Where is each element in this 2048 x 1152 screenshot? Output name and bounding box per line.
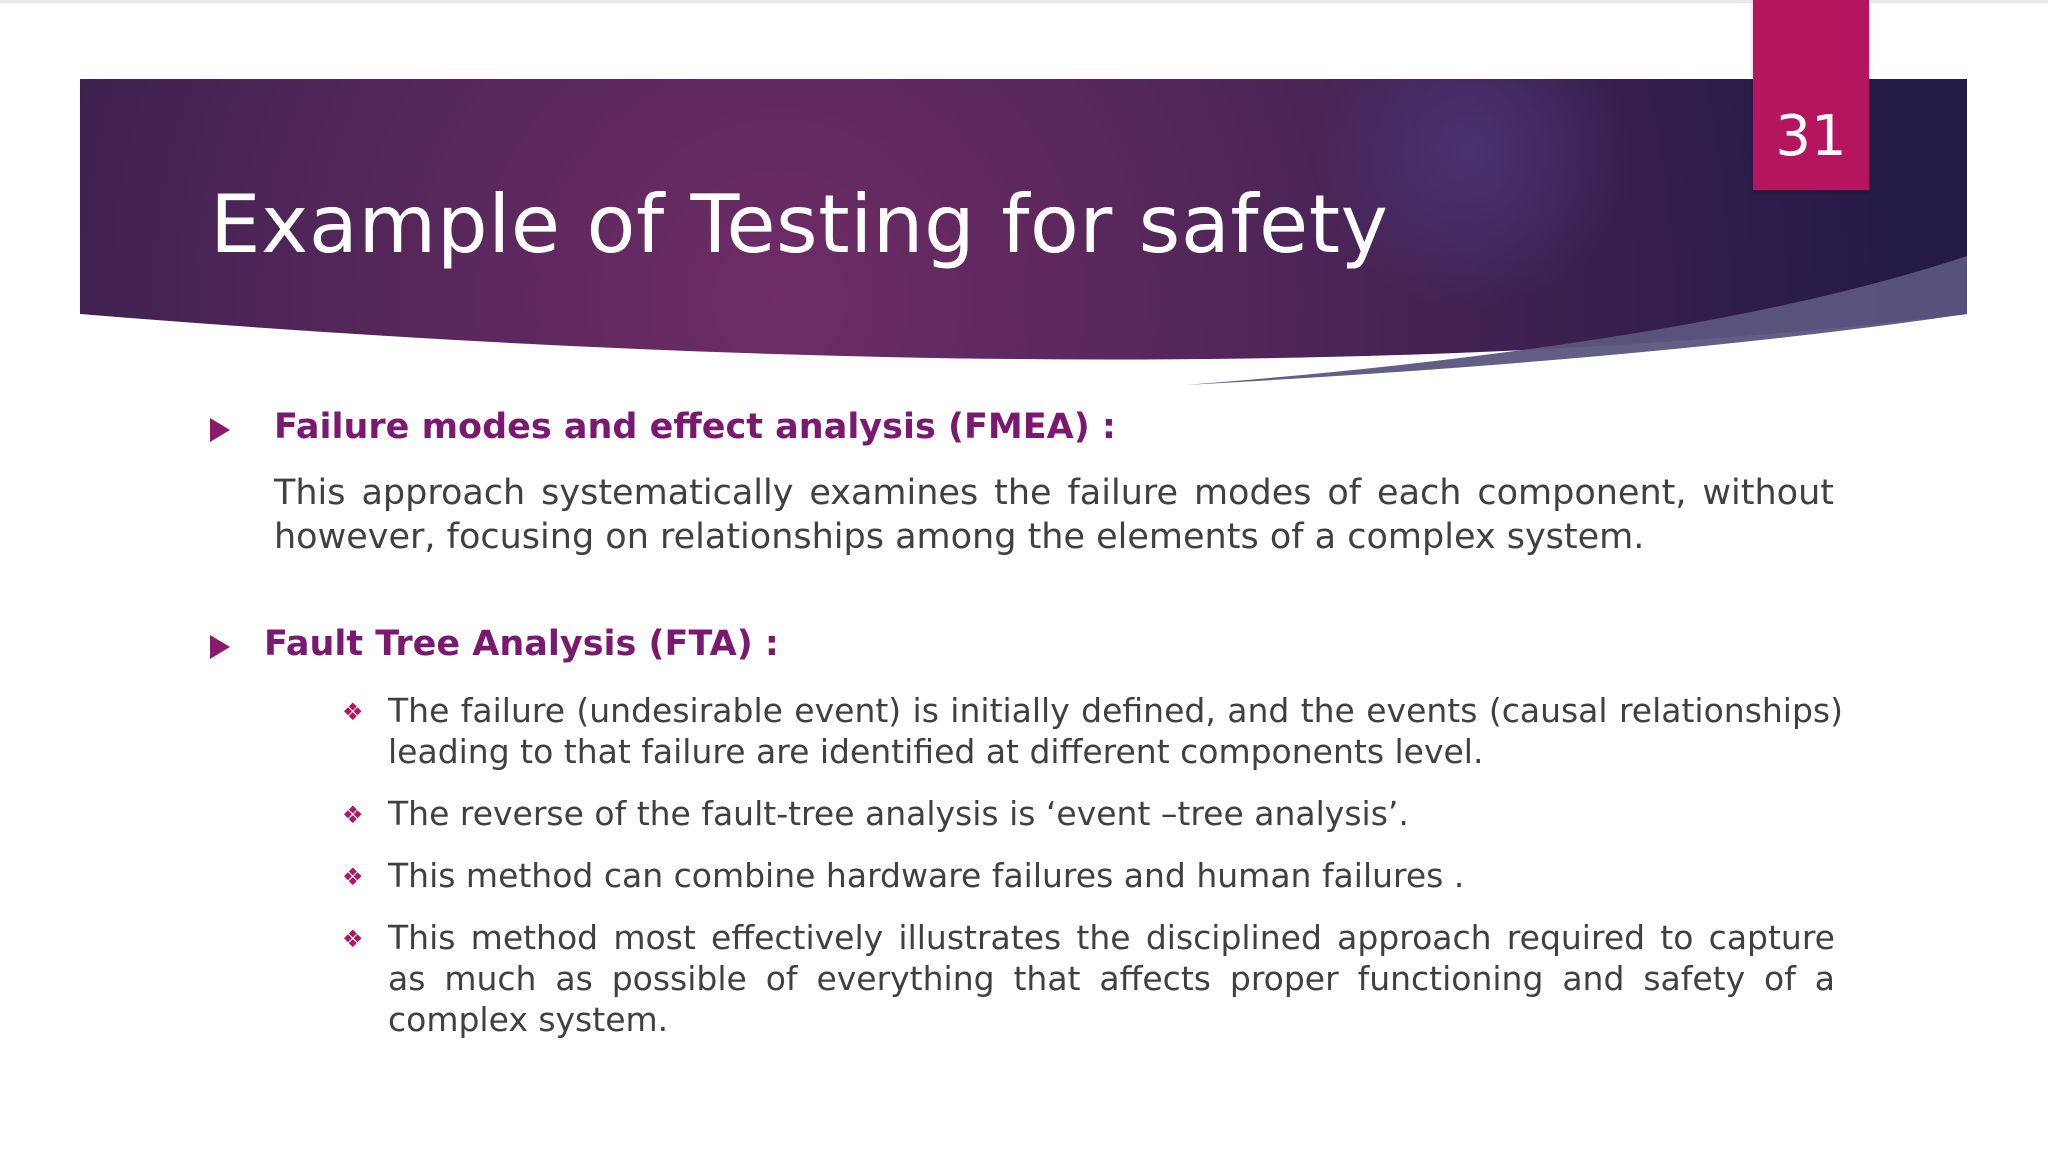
page-number-tab: [1753, 0, 1869, 190]
triangle-right-icon: [210, 635, 230, 659]
fta-bullet: This method most effectively illustrates the disciplined approach required to capture as much as possible of everything that affects proper functioning and safety of a complex system.: [388, 918, 1835, 1039]
four-diamond-icon: ❖: [342, 801, 364, 829]
fmea-heading: Failure modes and effect analysis (FMEA) :: [274, 407, 1116, 447]
fmea-description: This approach systematically examines the failure modes of each component, without however, focusing on relationships among the elements of a complex system.: [274, 473, 1834, 557]
fta-bullet: The reverse of the fault-tree analysis is ‘event –tree analysis’.: [388, 794, 1409, 833]
four-diamond-icon: ❖: [342, 698, 364, 726]
four-diamond-icon: ❖: [342, 863, 364, 891]
page-number: 31: [1775, 104, 1847, 169]
fta-bullet: This method can combine hardware failures and human failures .: [388, 856, 1465, 895]
four-diamond-icon: ❖: [342, 925, 364, 953]
triangle-right-icon: [210, 418, 230, 442]
fta-bullet: The failure (undesirable event) is initially defined, and the events (causal relationships) leading to that failure are identified at different components level.: [388, 691, 1843, 771]
fta-heading: Fault Tree Analysis (FTA) :: [264, 624, 779, 664]
slide-title: Example of Testing for safety: [210, 178, 1389, 271]
